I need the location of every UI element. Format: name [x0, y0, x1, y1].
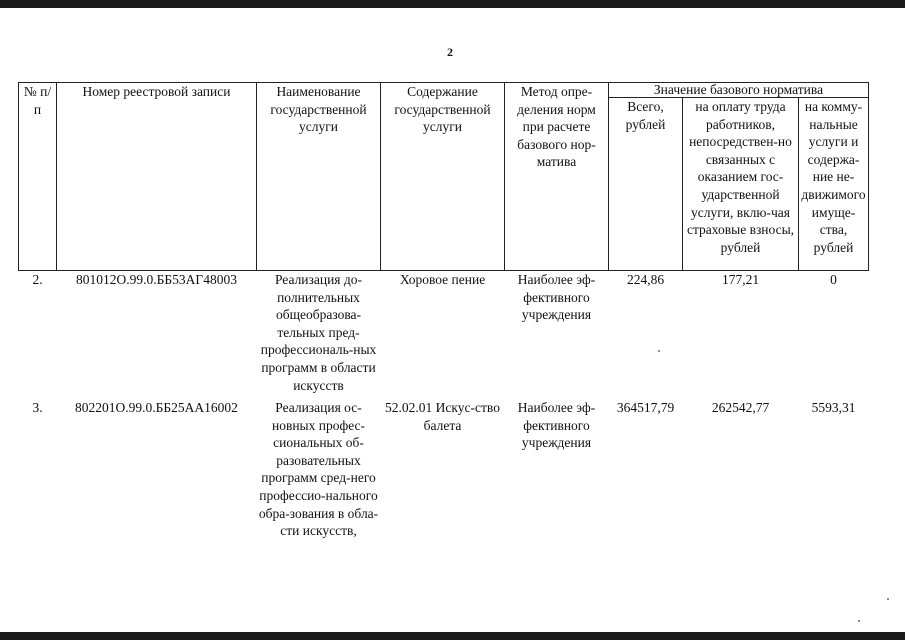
table-row	[19, 271, 869, 400]
row-service-content: Хоровое пение	[399, 272, 486, 287]
row-service-name: Реализация до-полнительных общеобразова-тельных пред-профессиональ-ных программ в области искусств	[260, 272, 377, 393]
scan-speck	[658, 350, 660, 352]
table-row	[19, 399, 869, 540]
scan-speck	[887, 598, 889, 600]
header-row-1	[19, 83, 869, 98]
row-num: 2.	[32, 272, 43, 287]
header-utilities: на комму-нальные услуги и содержа-ние не-движимого имуще-ства, рублей	[799, 98, 869, 271]
row-registry: 802201О.99.0.ББ25АА16002	[75, 400, 238, 415]
row-utilities: 5593,31	[811, 400, 856, 415]
standards-table	[18, 82, 869, 540]
header-service-content: Содержание государственной услуги	[381, 83, 505, 271]
page-number: 2	[447, 45, 453, 59]
header-registry: Номер реестровой записи	[57, 83, 257, 271]
row-service-name: Реализация ос-новных профес-сиональных об-разовательных программ сред-него профессио-нального обра-зования в обла-сти искусств,	[258, 400, 379, 539]
row-num: 3.	[32, 400, 43, 415]
scan-edge-top	[0, 0, 905, 8]
header-base-standard-group: Значение базового норматива	[609, 83, 869, 98]
row-labor: 262542,77	[711, 400, 770, 415]
header-labor: на оплату труда работников, непосредствен-но связанных с оказанием гос-ударственной услуги, вклю-чая страховые взносы, рублей	[683, 98, 799, 271]
row-registry: 801012О.99.0.ББ53АГ48003	[76, 272, 237, 287]
row-method: Наиболее эф-фективного учреждения	[517, 400, 596, 451]
row-total: 364517,79	[616, 400, 675, 415]
header-total: Всего, рублей	[609, 98, 683, 271]
header-method: Метод опре-деления норм при расчете базового нор-матива	[505, 83, 609, 271]
header-service-name: Наименование государственной услуги	[257, 83, 381, 271]
row-total: 224,86	[626, 272, 665, 287]
row-service-content: 52.02.01 Искус-ство балета	[385, 400, 500, 433]
scan-edge-bottom	[0, 632, 905, 640]
row-method: Наиболее эф-фективного учреждения	[517, 272, 596, 323]
row-utilities: 0	[830, 272, 837, 287]
scan-speck	[858, 620, 860, 622]
header-num: № п/п	[19, 83, 57, 271]
row-labor: 177,21	[721, 272, 760, 287]
